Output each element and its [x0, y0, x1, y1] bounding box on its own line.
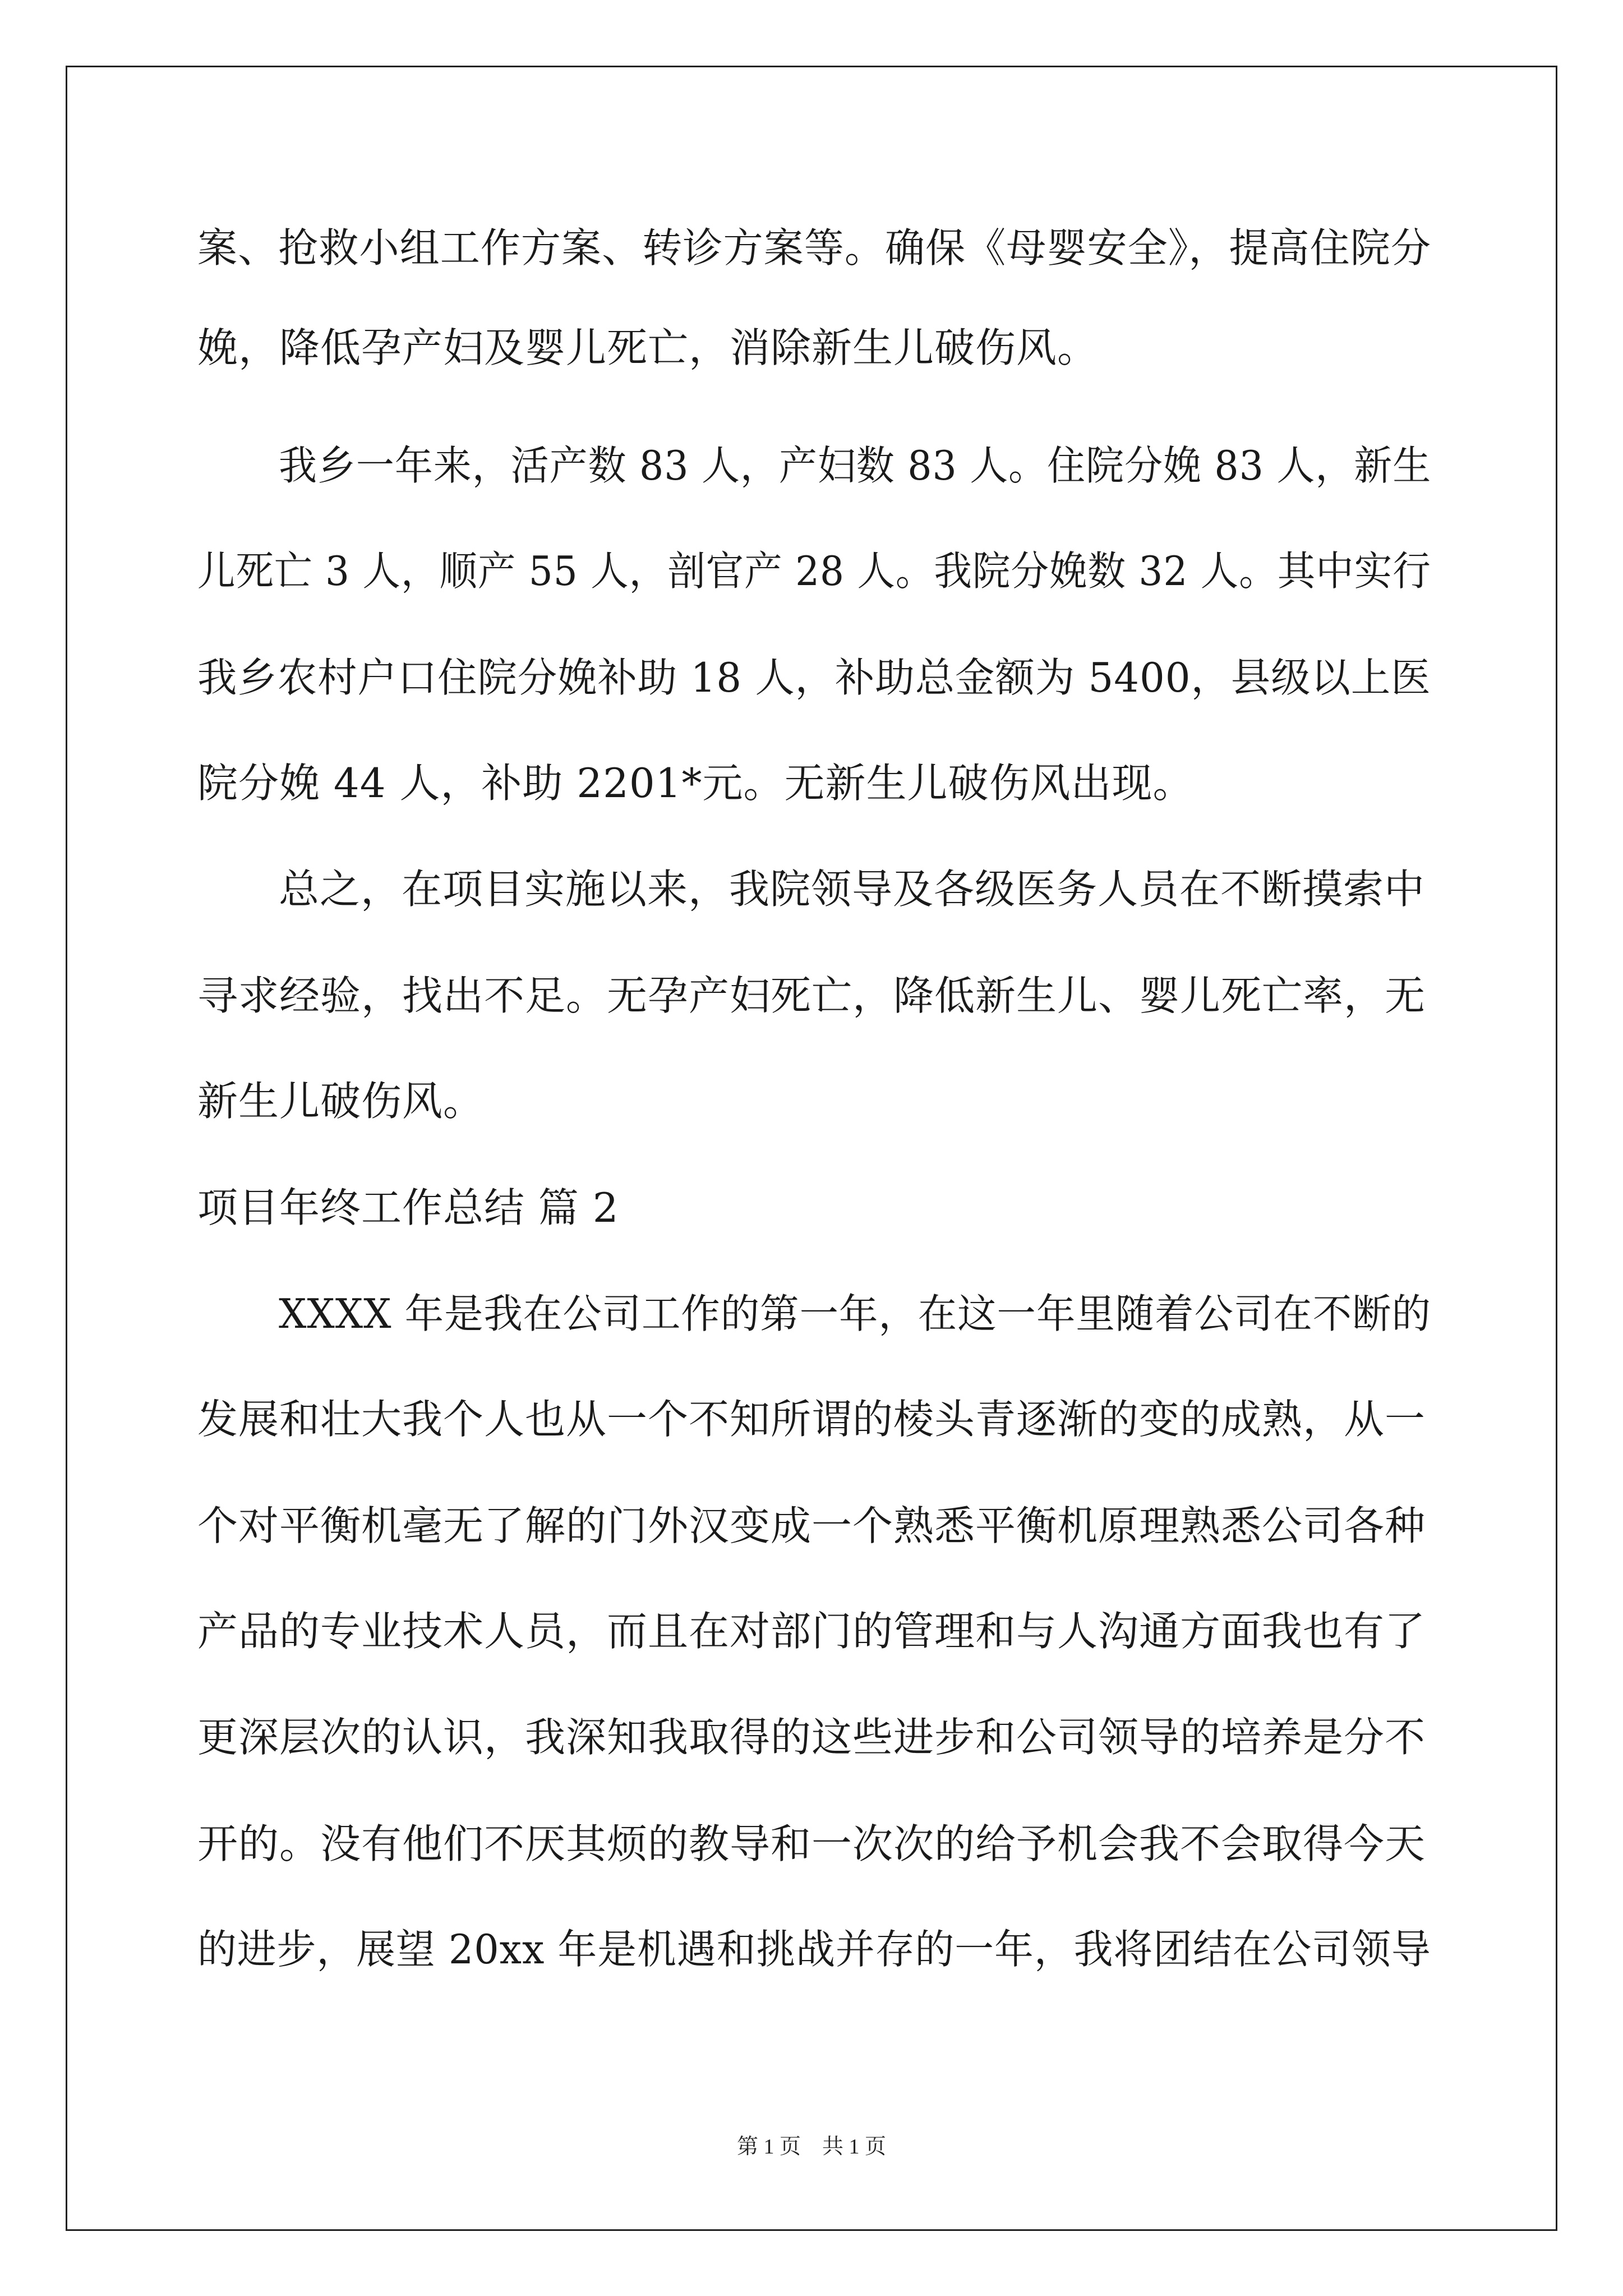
text-line: 的进步，展望 20xx 年是机遇和挑战并存的一年，我将团结在公司领导	[197, 1926, 1431, 1973]
text-line: 案、抢救小组工作方案、转诊方案等。确保《母婴安全》，提高住院分	[197, 224, 1432, 272]
text-line: 娩，降低孕产妇及婴儿死亡，消除新生儿破伤风。	[197, 324, 1099, 371]
text-line: 新生儿破伤风。	[197, 1078, 485, 1125]
text-line: 产品的专业技术人员，而且在对部门的管理和与人沟通方面我也有了	[197, 1608, 1426, 1655]
text-line: 个对平衡机毫无了解的门外汉变成一个熟悉平衡机原理熟悉公司各种	[197, 1502, 1426, 1549]
paragraph-start-line: 总之，在项目实施以来，我院领导及各级医务人员在不断摸索中	[279, 866, 1426, 913]
page-border	[66, 66, 1557, 2231]
section-heading: 项目年终工作总结 篇 2	[197, 1184, 619, 1231]
text-line: 发展和壮大我个人也从一个不知所谓的棱头青逐渐的变的成熟，从一	[197, 1396, 1426, 1443]
page-footer: 第 1 页 共 1 页	[736, 2135, 886, 2159]
text-line: 更深层次的认识，我深知我取得的这些进步和公司领导的培养是分不	[197, 1714, 1426, 1761]
text-line: 我乡农村户口住院分娩补助 18 人，补助总金额为 5400，县级以上医	[197, 654, 1431, 701]
text-line: 院分娩 44 人，补助 2201*元。无新生儿破伤风出现。	[197, 760, 1194, 807]
text-line: 儿死亡 3 人，顺产 55 人，剖官产 28 人。我院分娩数 32 人。其中实行	[197, 547, 1431, 595]
paragraph-start-line: XXXX 年是我在公司工作的第一年，在这一年里随着公司在不断的	[279, 1290, 1431, 1337]
paragraph-start-line: 我乡一年来，活产数 83 人，产妇数 83 人。住院分娩 83 人，新生	[279, 442, 1432, 489]
text-line: 开的。没有他们不厌其烦的教导和一次次的给予机会我不会取得今天	[197, 1820, 1426, 1867]
text-line: 寻求经验，找出不足。无孕产妇死亡，降低新生儿、婴儿死亡率，无	[197, 972, 1426, 1019]
